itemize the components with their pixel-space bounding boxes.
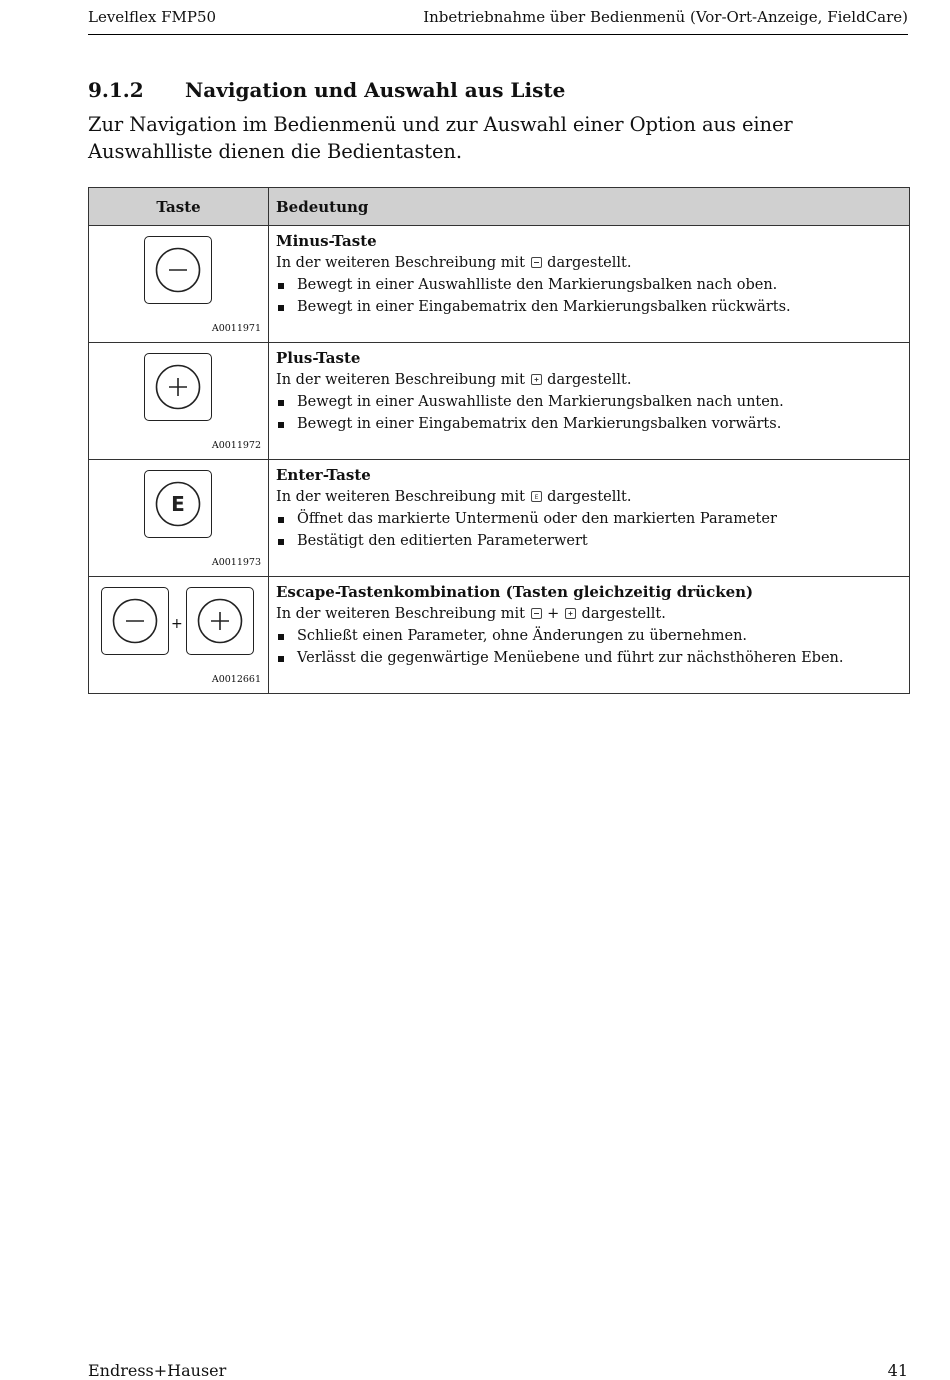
bullet-list — [276, 508, 902, 552]
representation-line: In der weiteren Beschreibung mit dargestellt. — [276, 255, 632, 271]
plus-key-icon — [186, 587, 254, 655]
list-item: Bestätigt den editierten Parameterwert — [276, 530, 902, 552]
figure-reference: A0011972 — [211, 440, 261, 451]
table-row — [89, 577, 910, 694]
bullet-list — [276, 391, 902, 435]
representation-line: In der weiteren Beschreibung mit dargestellt. — [276, 372, 632, 388]
footer-company: Endress+Hauser — [88, 1361, 227, 1380]
list-item: Verlässt die gegenwärtige Menüebene und führt zur nächsthöheren Eben. — [276, 647, 902, 669]
key-icon-cell — [89, 577, 269, 694]
key-description — [269, 343, 910, 460]
key-title: Escape-Tastenkombination (Tasten gleichzeitig drücken) — [276, 583, 754, 601]
key-table — [88, 187, 910, 694]
plus-symbol-icon — [531, 374, 542, 385]
key-title: Minus-Taste — [276, 232, 377, 250]
key-icon-cell — [89, 460, 269, 577]
enter-key-icon — [144, 470, 212, 538]
bullet-list — [276, 274, 902, 318]
enter-symbol-icon — [531, 491, 542, 502]
minus-key-icon — [101, 587, 169, 655]
section-heading — [88, 76, 565, 104]
list-item: Bewegt in einer Eingabematrix den Markierungsbalken vorwärts. — [276, 413, 902, 435]
svg-text:E: E — [534, 494, 538, 501]
key-description — [269, 226, 910, 343]
table-row — [89, 226, 910, 343]
key-icon-cell — [89, 226, 269, 343]
column-header-key: Taste — [89, 188, 269, 226]
column-header-meaning: Bedeutung — [269, 188, 910, 226]
minus-symbol-icon — [531, 257, 542, 268]
header-chapter-title: Inbetriebnahme über Bedienmenü (Vor-Ort-Anzeige, FieldCare) — [423, 8, 908, 26]
key-title: Enter-Taste — [276, 466, 371, 484]
representation-line: In der weiteren Beschreibung mit + dargestellt. — [276, 606, 666, 622]
header-product-name: Levelflex FMP50 — [88, 8, 217, 26]
figure-reference: A0011973 — [211, 557, 261, 568]
key-description — [269, 577, 910, 694]
section-intro: Zur Navigation im Bedienmenü und zur Auswahl einer Option aus einer Auswahlliste dienen die Bedientasten. — [88, 113, 793, 163]
table-header-row — [89, 188, 910, 226]
key-description — [269, 460, 910, 577]
plus-symbol-icon — [565, 608, 576, 619]
list-item: Schließt einen Parameter, ohne Änderungen zu übernehmen. — [276, 625, 902, 647]
list-item: Bewegt in einer Auswahlliste den Markierungsbalken nach oben. — [276, 274, 902, 296]
plus-key-icon — [144, 353, 212, 421]
figure-reference: A0012661 — [211, 674, 261, 685]
key-icon-cell — [89, 343, 269, 460]
list-item: Bewegt in einer Eingabematrix den Markierungsbalken rückwärts. — [276, 296, 902, 318]
page-number: 41 — [887, 1361, 908, 1380]
table-row — [89, 343, 910, 460]
section-number: 9.1.2 — [88, 78, 144, 102]
figure-reference: A0011971 — [211, 323, 261, 334]
list-item: Öffnet das markierte Untermenü oder den markierten Parameter — [276, 508, 902, 530]
section-title: Navigation und Auswahl aus Liste — [185, 78, 566, 102]
combination-plus-sign: + — [171, 616, 183, 632]
bullet-list — [276, 625, 902, 669]
table-row — [89, 460, 910, 577]
key-title: Plus-Taste — [276, 349, 361, 367]
page-header — [88, 6, 908, 35]
minus-symbol-icon — [531, 608, 542, 619]
minus-key-icon — [144, 236, 212, 304]
representation-line: In der weiteren Beschreibung mit E dargestellt. — [276, 489, 632, 505]
list-item: Bewegt in einer Auswahlliste den Markierungsbalken nach unten. — [276, 391, 902, 413]
enter-key-letter: E — [171, 492, 185, 516]
